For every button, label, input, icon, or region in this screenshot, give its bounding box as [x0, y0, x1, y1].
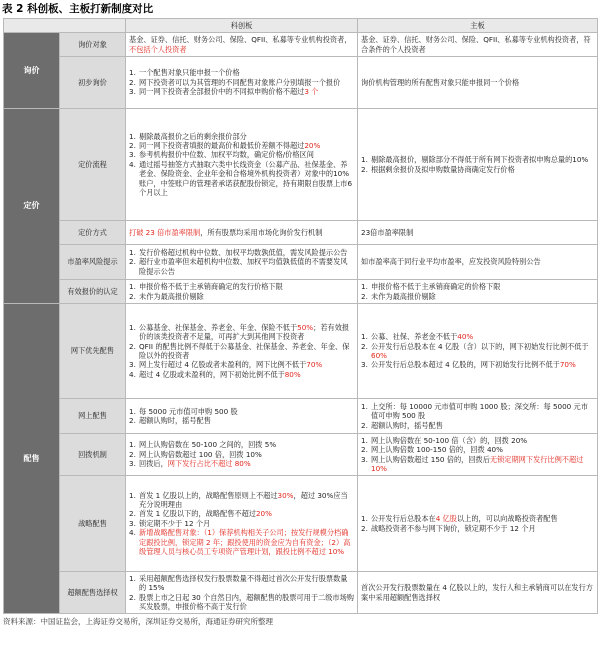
main-pe-risk: 如市盈率高于同行业平均市盈率，应发投资风险特别公告 — [358, 245, 598, 280]
list-item: 2. 未作为最高报价剔除 — [129, 291, 204, 301]
list-item: 2. 超额认购时，摇号配售 — [129, 416, 211, 425]
comparison-table — [3, 18, 598, 614]
list-item: 2. 未作为最高报价剔除 — [361, 291, 436, 301]
kc-zhanlue — [126, 476, 358, 572]
row-valid-quote — [4, 280, 598, 304]
main-chaoe: 首次公开发行股票数量在 4 亿股以上的，发行人和主承销商可以在发行方案中采用超额配售选择权 — [358, 572, 598, 614]
row-chaoe — [4, 572, 598, 614]
header-kechuang: 科创板 — [126, 19, 358, 33]
list-item: 2. QFII 的配售比例不得低于公募基金、社保基金、养老金、年金、保险以外的投资者 — [129, 341, 350, 360]
list-item: 3. 网上发行超过 4 亿股或者未盈利的，网下比例不低于70% — [129, 360, 323, 370]
label-valid-quote: 有效报价的认定 — [60, 280, 126, 304]
main-zhanlue — [358, 476, 598, 572]
kc-dingjia-way: 打破 23 倍市盈率限制，所有股票均采用市场化询价发行机制 — [126, 221, 358, 245]
source-note: 资料来源：中国证监会，上海证券交易所，深圳证券交易所，海通证券研究所整理 — [3, 617, 273, 626]
kc-wangxia-youxian — [126, 304, 358, 399]
list-item: 2. 超行业市盈率但未超机构中位数、加权平均值孰低值的不需要发风险提示公告 — [129, 257, 348, 276]
list-item: 1. 剔除最高报价，剔除部分不得低于所有网下投资者拟申购总量的10% — [361, 155, 589, 165]
category-xunjia: 询价 — [4, 33, 60, 109]
list-item: 2. 超额认购时，摇号配售 — [361, 420, 443, 430]
label-wangshang: 网上配售 — [60, 399, 126, 434]
table-title: 表 2 科创板、主板打新制度对比 — [2, 3, 154, 15]
label-xunjia-obj: 询价对象 — [60, 33, 126, 57]
row-wangshang — [4, 399, 598, 434]
row-pe-risk — [4, 245, 598, 280]
label-zhanlue: 战略配售 — [60, 476, 126, 572]
label-dingjia-way: 定价方式 — [60, 221, 126, 245]
list-item: 1. 剔除最高报价之后的剩余报价部分 — [129, 131, 247, 141]
header-main: 主板 — [358, 19, 598, 33]
label-chaoe: 超额配售选择权 — [60, 572, 126, 614]
list-item: 2. 网下投资者可以为其管理的不同配售对象账户分别填报一个报价 — [129, 77, 341, 87]
main-wangxia-youxian — [358, 304, 598, 399]
label-wangxia-youxian: 网下优先配售 — [60, 304, 126, 399]
header-row — [4, 19, 598, 33]
main-huibo — [358, 434, 598, 476]
list-item: 1. 上交所：每 10000 元市值可申购 1000 股；深交所：每 5000 元市值可申购 500 股 — [361, 401, 588, 421]
row-wangxia-youxian — [4, 304, 598, 399]
list-item: 1. 每 5000 元市值可申购 500 股 — [129, 406, 238, 416]
list-item: 4. 新增战略配售对象：（1）保荐机构相关子公司；按发行规模分档确定跟投比例，锁定期 2 年；跟投使用的资金应为自有资金；（2）高级管理人员与核心员工专项资产管理计划，跟投比例不超过 10% — [129, 528, 351, 557]
label-chubu: 初步询价 — [60, 57, 126, 109]
list-item: 1. 公募基金、社保基金、养老金、年金、保险不低于50%；若有效报价的该类投资者不足量，可再扩大到其他网下投资者 — [129, 322, 350, 342]
list-item: 4. 通过摇号抽签方式抽取六类中长线资金（公募产品、社保基金、养老金、保险资金、企业年金和合格境外机构投资者）对象中的10%账户，中签账户的管理者承诺获配股份锁定，持有期限自股票上市6个月以上 — [129, 159, 353, 198]
list-item: 1. 采用超额配售选择权发行股票数量不得超过首次公开发行股票数量的 15% — [129, 573, 348, 593]
list-item: 3. 公开发行后总股本超过 4 亿股的，网下初始发行比例不低于70% — [361, 360, 576, 370]
list-item: 3. 回拨后，网下发行占比不超过 80% — [129, 459, 251, 469]
label-huibo: 回拨机制 — [60, 434, 126, 476]
main-chubu: 询价机构管理的所有配售对象只能申报同一个价格 — [358, 57, 598, 109]
main-wangshang — [358, 399, 598, 434]
kc-dingjia-flow — [126, 109, 358, 221]
list-item: 3. 同一网下投资者全部报价中的不同拟申购价格不超过3 个 — [129, 87, 319, 97]
list-item: 1. 首发 1 亿股以上的，战略配售原则上不超过30%，超过 30%应当充分说明理由 — [129, 490, 348, 509]
list-item: 2. 公开发行后总股本在 4 亿股（含）以下的，网下初始发行比例不低于60% — [361, 341, 589, 360]
list-item: 1. 公募、社保、养老金不低于40% — [361, 332, 474, 342]
kc-wangshang — [126, 399, 358, 434]
kc-chubu — [126, 57, 358, 109]
list-item: 2. 同一网下投资者填报的最高价和最低价差额不得超过20% — [129, 140, 321, 150]
row-xunjia-obj — [4, 33, 598, 57]
kc-xunjia-obj: 基金、证券、信托、财务公司、保险、QFII、私募等专业机构投资者，不包括个人投资者 — [126, 33, 358, 57]
row-zhanlue — [4, 476, 598, 572]
row-dingjia-way — [4, 221, 598, 245]
main-valid-quote — [358, 280, 598, 304]
list-item: 2. 网上认购倍数超过 100 倍，回拨 10% — [129, 449, 262, 459]
list-item: 1. 网上认购倍数在 50-100 之间的，回拨 5% — [129, 440, 277, 450]
list-item: 2. 网上认购倍数 100-150 倍的，回拨 40% — [361, 445, 503, 455]
kc-huibo — [126, 434, 358, 476]
category-dingjia: 定价 — [4, 109, 60, 304]
row-dingjia-flow — [4, 109, 598, 221]
list-item: 1. 发行价格超过机构中位数、加权平均数孰低值，需发风险提示公告 — [129, 247, 348, 257]
list-item: 2. 战略投资者不参与网下询价，锁定期不少于 12 个月 — [361, 523, 536, 533]
list-item: 1. 申报价格不低于主承销商确定的发行价格下限 — [129, 282, 283, 292]
list-item: 1. 网上认购倍数在 50-100 倍（含）的，回拨 20% — [361, 435, 528, 445]
row-chubu — [4, 57, 598, 109]
list-item: 3. 网上认购倍数超过 150 倍的，回拨后无锁定期网下发行比例不超过 10% — [361, 454, 584, 473]
label-dingjia-flow: 定价流程 — [60, 109, 126, 221]
kc-chaoe — [126, 572, 358, 614]
main-dingjia-flow — [358, 109, 598, 221]
label-pe-risk: 市盈率风险提示 — [60, 245, 126, 280]
header-blank — [4, 19, 126, 33]
row-huibo — [4, 434, 598, 476]
main-dingjia-way: 23倍市盈率限制 — [358, 221, 598, 245]
list-item: 2. 股票上市之日起 30 个自然日内，超额配售的股票可用于二级市场购买发股票，申报价格不高于发行价 — [129, 592, 354, 611]
list-item: 1. 一个配售对象只能申报一个价格 — [129, 68, 240, 78]
list-item: 4. 超过 4 亿股或未盈利的，网下初始比例不低于80% — [129, 369, 301, 379]
list-item: 3. 参考机构报价中位数、加权平均数，确定价格/价格区间 — [129, 150, 314, 160]
main-xunjia-obj: 基金、证券、信托、财务公司、保险、QFII、私募等专业机构投资者，符合条件的个人投资者 — [358, 33, 598, 57]
list-item: 2. 首发 1 亿股以下的，战略配售不超过20% — [129, 509, 272, 519]
list-item: 3. 锁定期不少于 12 个月 — [129, 518, 211, 528]
kc-pe-risk — [126, 245, 358, 280]
list-item: 1. 公开发行后总股本在4 亿股以上的，可以向战略投资者配售 — [361, 514, 558, 524]
category-peishou: 配售 — [4, 304, 60, 614]
list-item: 2. 根据剩余报价及拟申购数量协商确定发行价格 — [361, 164, 515, 174]
kc-valid-quote — [126, 280, 358, 304]
list-item: 1. 申报价格不低于主承销商确定的价格下限 — [361, 282, 501, 292]
